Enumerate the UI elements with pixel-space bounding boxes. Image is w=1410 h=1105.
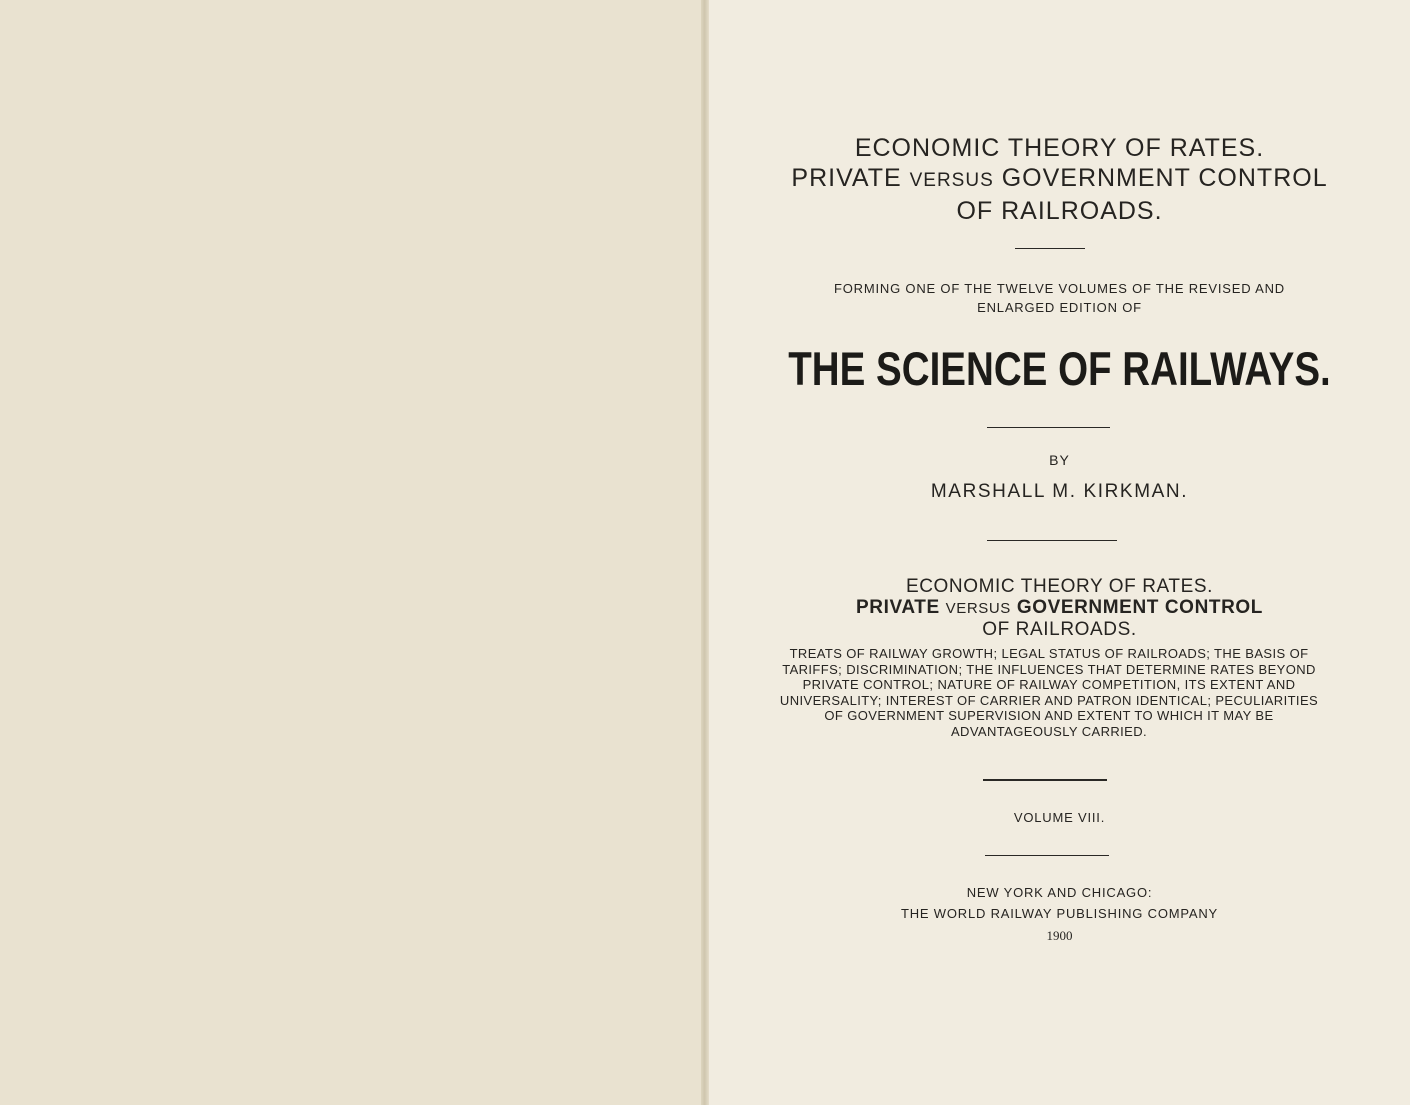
- contents-description: TREATS OF RAILWAY GROWTH; LEGAL STATUS OF RAILROADS; THE BASIS OF TARIFFS; DISCRIMINATION; THE INFLUENCES THAT DETERMINE RATES BEYOND PRIVATE CONTROL; NATURE OF RAILWAY COMPETITION, ITS EXTENT AND UNIVERSALITY; INTEREST OF CARRIER AND PATRON IDENTICAL; PECULIARITIES OF GOVERNMENT SUPERVISION AND EXTENT TO WHICH IT MAY BE ADVANTAGEOUSLY CARRIED.: [779, 646, 1319, 739]
- imprint-year: 1900: [1046, 928, 1073, 943]
- title-line-1: ECONOMIC THEORY OF RATES.: [854, 134, 1265, 162]
- title-page: [709, 0, 1410, 1105]
- subtitle-line-2: [709, 597, 1410, 619]
- forming-line-2: ENLARGED EDITION OF: [977, 300, 1142, 315]
- by-label: BY: [1049, 452, 1070, 468]
- divider-rule: [987, 427, 1110, 428]
- title-line-3: OF RAILROADS.: [956, 197, 1163, 225]
- subtitle-versus: VERSUS: [945, 600, 1011, 617]
- divider-rule: [1015, 248, 1085, 249]
- subtitle-private: PRIVATE: [856, 597, 940, 618]
- volume-number: VOLUME VIII.: [1013, 810, 1106, 825]
- forming-statement: [709, 279, 1410, 317]
- divider-rule: [987, 540, 1117, 541]
- subtitle-block: [709, 576, 1410, 640]
- title-private: PRIVATE: [791, 164, 902, 192]
- author-name: MARSHALL M. KIRKMAN.: [930, 481, 1189, 502]
- title-government-control: GOVERNMENT CONTROL: [1001, 164, 1328, 192]
- title-line-2: [709, 163, 1410, 196]
- divider-rule: [983, 779, 1107, 781]
- subtitle-line-1: ECONOMIC THEORY OF RATES.: [905, 576, 1214, 597]
- main-title: THE SCIENCE OF RAILWAYS.: [788, 342, 1331, 395]
- subtitle-government-control: GOVERNMENT CONTROL: [1016, 597, 1263, 618]
- forming-line-1: FORMING ONE OF THE TWELVE VOLUMES OF THE REVISED AND: [834, 281, 1285, 296]
- book-gutter: [701, 0, 709, 1105]
- title-block: [709, 133, 1410, 226]
- imprint-publisher: THE WORLD RAILWAY PUBLISHING COMPANY: [900, 906, 1218, 921]
- title-versus: VERSUS: [909, 170, 994, 191]
- divider-rule: [985, 855, 1109, 856]
- subtitle-line-3: OF RAILROADS.: [982, 619, 1137, 640]
- imprint-place: NEW YORK AND CHICAGO:: [966, 885, 1153, 900]
